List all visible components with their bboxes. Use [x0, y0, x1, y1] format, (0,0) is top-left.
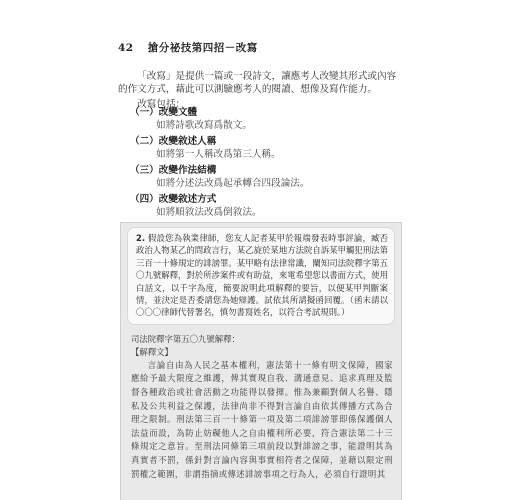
- list-item-title: （二）改變敘述人稱: [130, 136, 217, 147]
- list-item-title: （三）改變作法結構: [130, 165, 217, 176]
- list-item: [130, 135, 400, 161]
- page-header: [118, 40, 258, 55]
- chapter-title: 搶分祕技第四招－改寫: [147, 42, 258, 54]
- list-item-title: （一）改變文體: [130, 107, 198, 118]
- question-number: 2.: [136, 233, 146, 243]
- list-item: [130, 164, 400, 190]
- rewrite-types-list: [130, 106, 400, 222]
- answer-section: [131, 333, 393, 481]
- question-text: 假設您為執業律師，您友人記者某甲於報端發表時事評論，臧否政治人物某乙的問政言行，某乙旋於某地方法院自訴某甲觸犯刑法第三百一十條規定的誹謗罪。某甲略有法律常識，闡知司法院釋字第五〇九號解釋，對於所涉案件或有助益，來電希望您以書面方式，使用白話文，以千字為度，簡要說明此項解釋的要旨，以便某甲判斷案情，並決定是否委請您為她辯護。試依其所請擬函回覆。（函末請以〇〇〇律師代替署名，慎勿書寫姓名，以符合考試規則。）: [136, 233, 388, 318]
- intro-includes-label: 改寫包括：: [137, 99, 186, 110]
- list-item-desc: 如將分述法改爲起承轉合四段論法。: [156, 178, 310, 189]
- answer-reference: 司法院釋字第五〇九號解釋：: [131, 333, 240, 344]
- list-item-title: （四）改變敘述方式: [130, 194, 217, 205]
- answer-tag: 【解釋文】: [131, 346, 173, 357]
- intro-section: [118, 70, 400, 111]
- list-item-desc: 如將第一人稱改爲第三人稱。: [156, 149, 281, 160]
- list-item: [130, 106, 400, 132]
- answer-body: 言論自由為人民之基本權利，憲法第十一條有明文保障，國家應給予最大限度之維護，俾其實現自我、溝通意見、追求真理及監督各種政治或社會活動之功能得以發揮。惟為兼顧對個人名譽、隱私及公共利益之保護，法律尚非不得對言論自由依其傳播方式為合理之限制。刑法第三百一十條第一項及第二項誹謗罪即係保護個人法益而設，為防止妨礙他人之自由權利所必要，符合憲法第二十三條規定之意旨。至刑法同條第三項前段以對誹謗之事，能證明其為真實者不罰，係針對言論內容與事實相符者之保障，並藉以限定刑罰權之範圍，非謂指摘或傳述誹謗事項之行為人，必須自行證明其: [131, 359, 393, 479]
- page-number: 42: [118, 42, 134, 54]
- list-item: [130, 193, 400, 219]
- list-item-desc: 如將詩歌改寫爲散文。: [156, 120, 252, 131]
- list-item-desc: 如將順敘法改爲倒敘法。: [156, 207, 262, 218]
- example-box: [120, 222, 402, 500]
- question-card: [127, 227, 395, 325]
- intro-paragraph: 「改寫」是提供一篇或一段詩文，讓應考人改變其形式或內容的作文方式，藉此可以測驗應考人的閱讀、想像及寫作能力。: [118, 71, 397, 95]
